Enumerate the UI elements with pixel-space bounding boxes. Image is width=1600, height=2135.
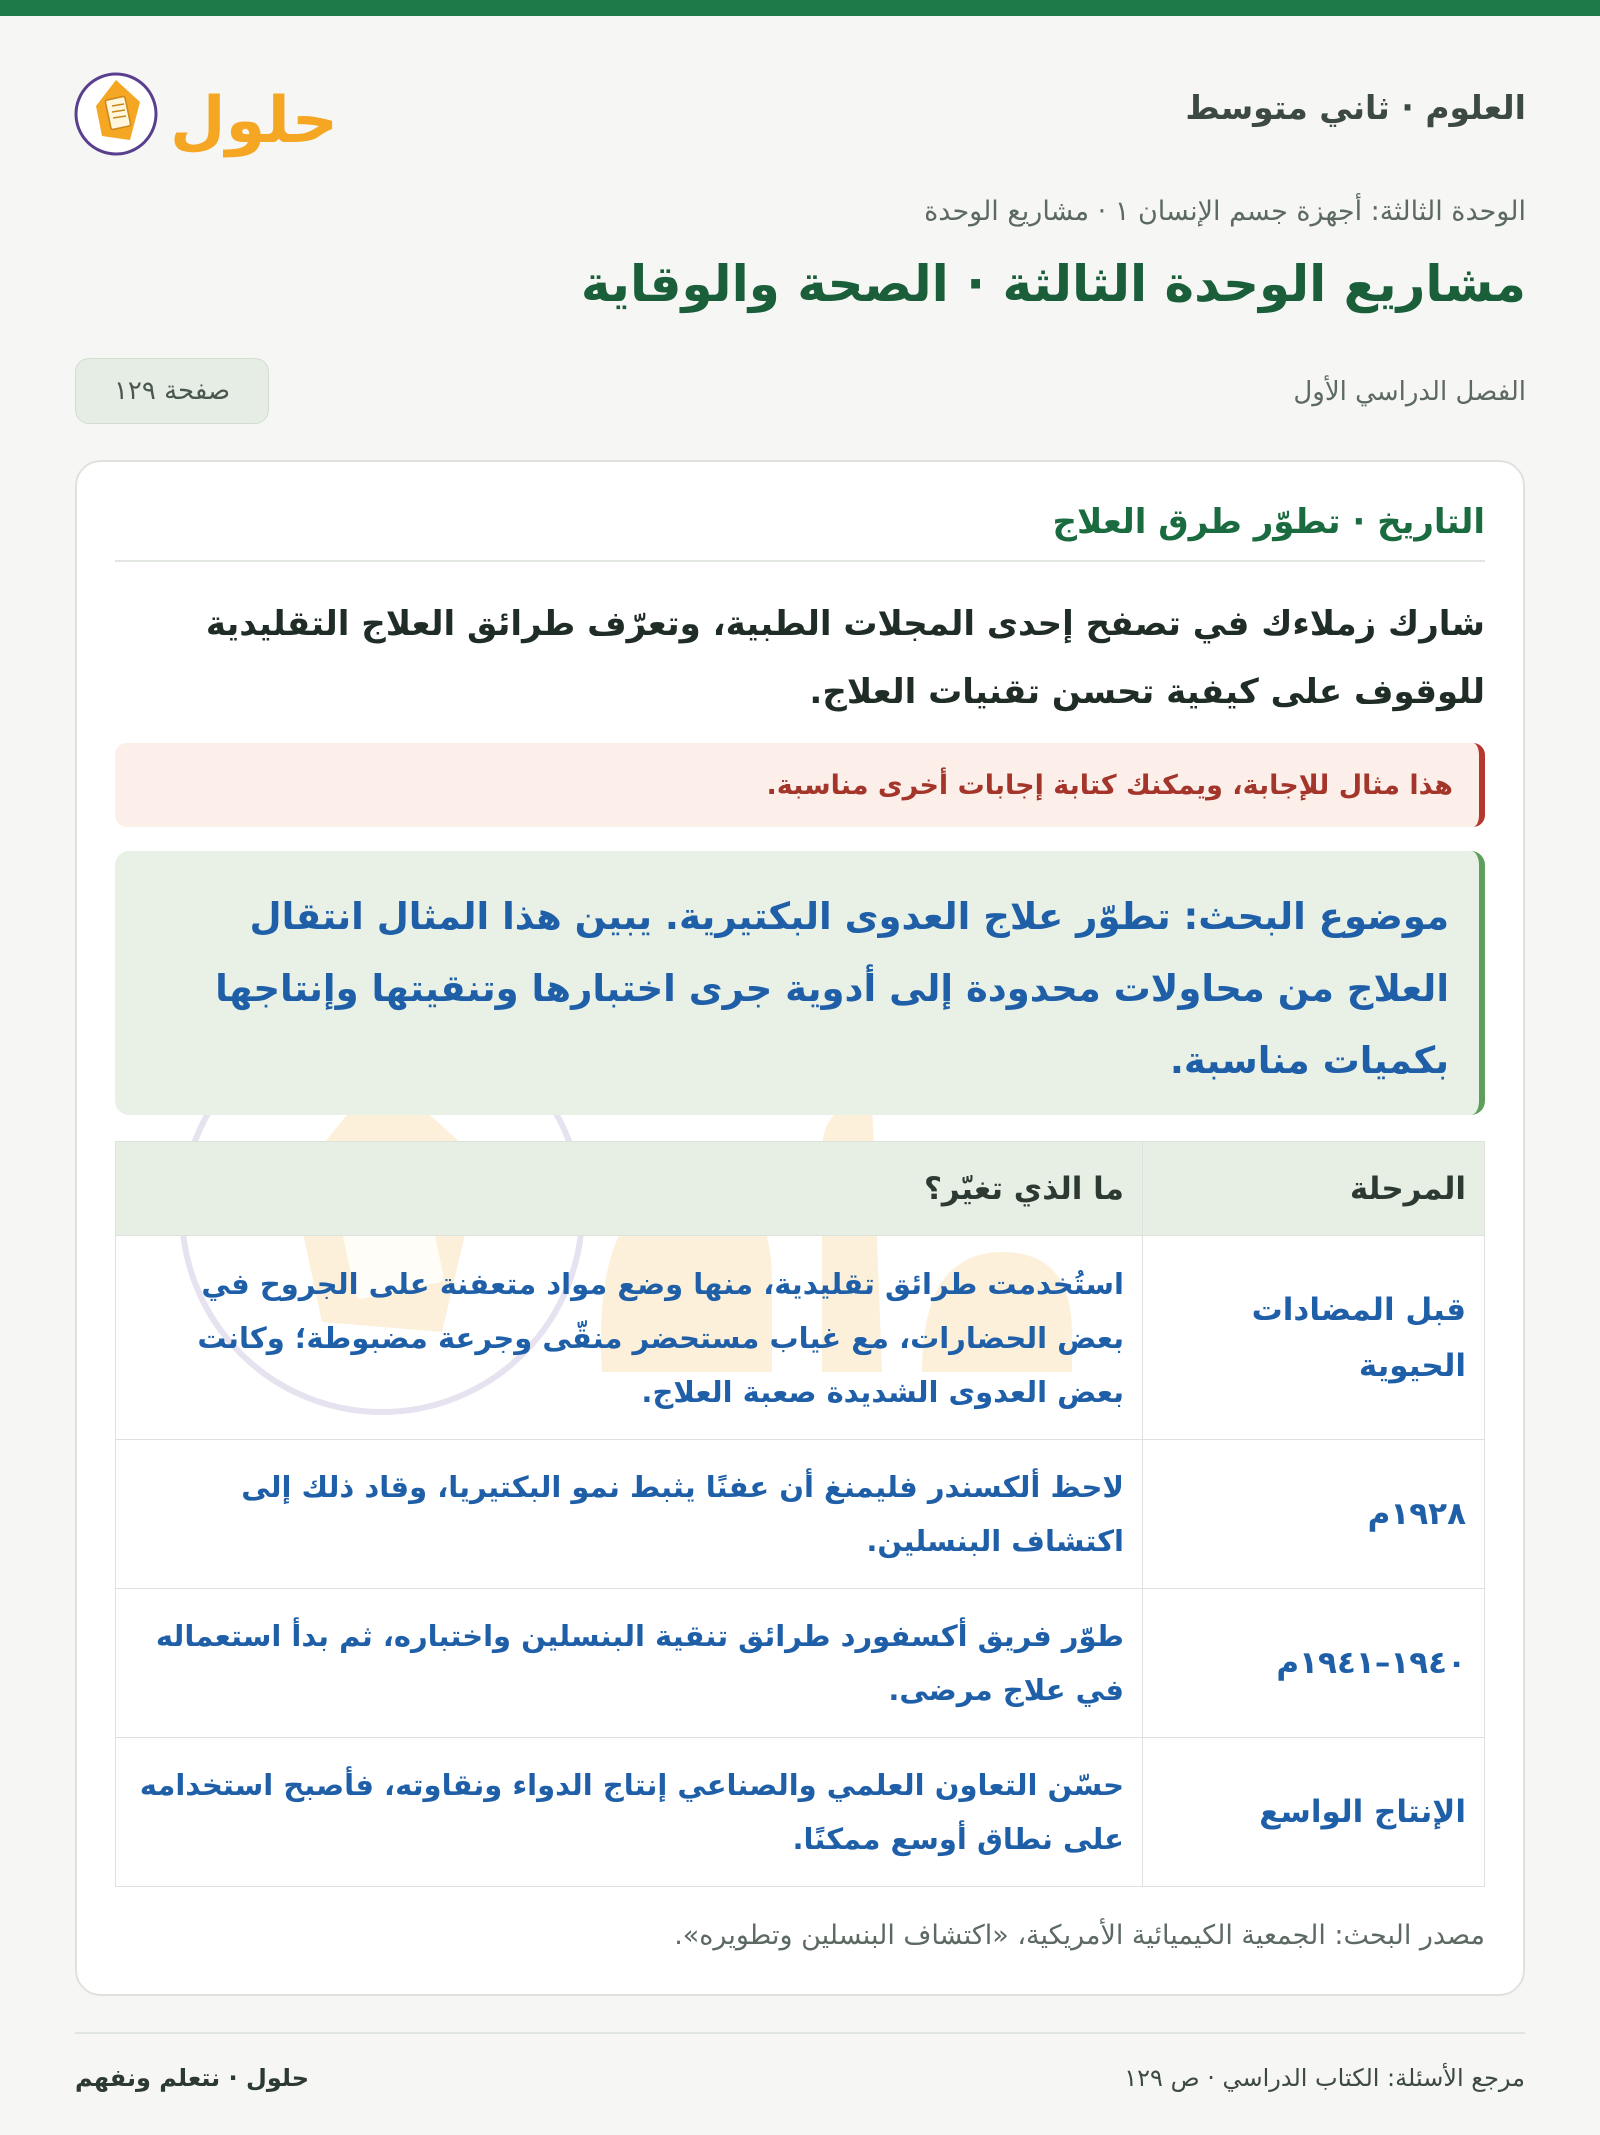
breadcrumb: الوحدة الثالثة: أجهزة جسم الإنسان ١ · مشاريع الوحدة — [924, 196, 1526, 227]
footer-reference: مرجع الأسئلة: الكتاب الدراسي · ص ١٢٩ — [1124, 2064, 1525, 2092]
change-cell: لاحظ ألكسندر فليمنغ أن عفنًا يثبط نمو البكتيريا، وقاد ذلك إلى اكتشاف البنسلين. — [116, 1440, 1143, 1589]
section-divider — [115, 560, 1485, 562]
treatment-timeline-table — [115, 1141, 1485, 1887]
subject-title: العلوم · ثاني متوسط — [1185, 88, 1526, 127]
table-row — [116, 1440, 1485, 1589]
page-title: مشاريع الوحدة الثالثة · الصحة والوقاية — [580, 255, 1526, 313]
page-header — [74, 40, 1526, 180]
table-row — [116, 1738, 1485, 1887]
brand-logo[interactable] — [74, 54, 334, 164]
activity-prompt: شارك زملاءك في تصفح إحدى المجلات الطبية، وتعرّف طرائق العلاج التقليدية للوقوف على كيفية تحسن تقنيات العلاج. — [205, 604, 1485, 712]
stage-cell: قبل المضادات الحيوية — [1143, 1236, 1485, 1440]
change-cell: طوّر فريق أكسفورد طرائق تنقية البنسلين واختباره، ثم بدأ استعماله في علاج مرضى. — [116, 1589, 1143, 1738]
table-header-row — [116, 1142, 1485, 1236]
semester-label: الفصل الدراسي الأول — [1293, 377, 1526, 407]
top-accent-bar — [0, 0, 1600, 16]
stage-cell: الإنتاج الواسع — [1143, 1738, 1485, 1887]
stage-cell: ١٩٢٨م — [1143, 1440, 1485, 1589]
answer-note — [115, 743, 1485, 827]
change-cell: استُخدمت طرائق تقليدية، منها وضع مواد متعفنة على الجروح في بعض الحضارات، مع غياب مستحضر منقّى وجرعة مضبوطة؛ وكانت بعض العدوى الشديدة صعبة العلاج. — [116, 1236, 1143, 1440]
column-header-stage: المرحلة — [1143, 1142, 1485, 1236]
change-cell: حسّن التعاون العلمي والصناعي إنتاج الدواء ونقاوته، فأصبح استخدامه على نطاق أوسع ممكنًا. — [116, 1738, 1143, 1887]
stage-cell: ١٩٤٠–١٩٤١م — [1143, 1589, 1485, 1738]
research-source: مصدر البحث: الجمعية الكيميائية الأمريكية، «اكتشاف البنسلين وتطويره». — [674, 1920, 1485, 1951]
research-topic: موضوع البحث: تطوّر علاج العدوى البكتيرية. يبين هذا المثال انتقال العلاج من محاولات محدودة إلى أدوية جرى اختبارها وتنقيتها وإنتاجها بكميات مناسبة. — [115, 851, 1485, 1115]
page-number-badge: صفحة ١٢٩ — [75, 358, 269, 424]
answer-note-text: هذا مثال للإجابة، ويمكنك كتابة إجابات أخرى مناسبة. — [766, 769, 1453, 801]
footer-brand[interactable]: حلول · نتعلم ونفهم — [75, 2064, 309, 2092]
logo-wordmark: حلول — [170, 84, 334, 158]
section-title: التاريخ · تطوّر طرق العلاج — [1052, 502, 1485, 542]
column-header-change: ما الذي تغيّر؟ — [116, 1142, 1143, 1236]
footer-divider — [75, 2032, 1525, 2034]
content-card — [75, 460, 1525, 1996]
table-row — [116, 1589, 1485, 1738]
table-row — [116, 1236, 1485, 1440]
